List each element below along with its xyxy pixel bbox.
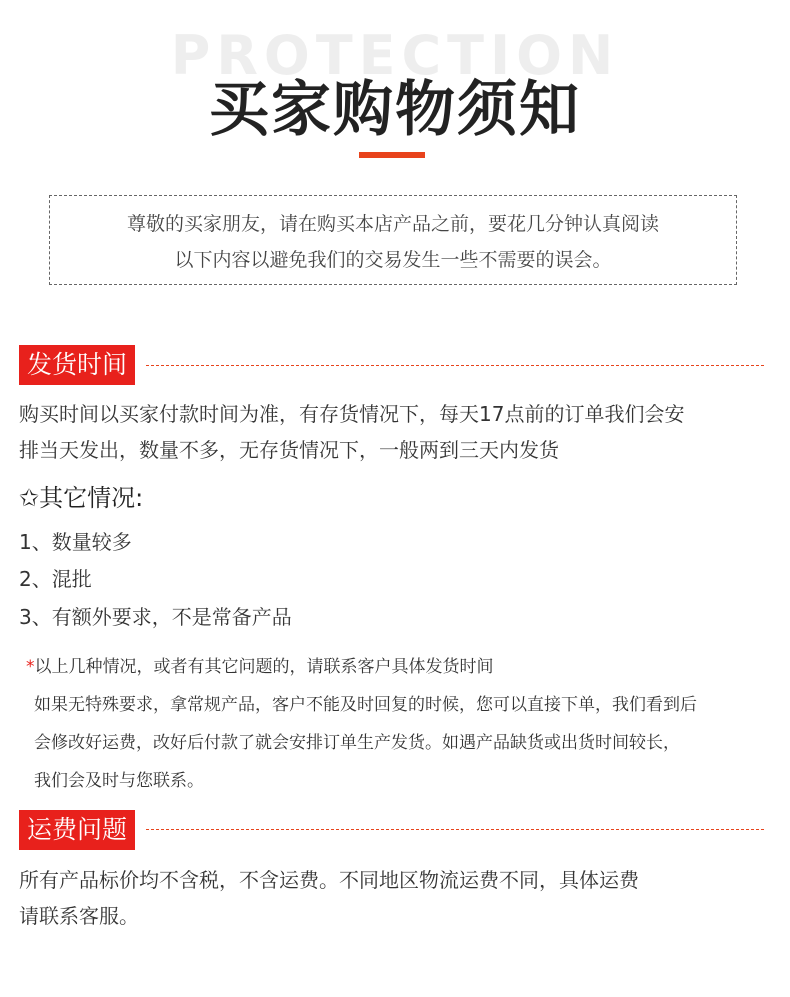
note-line-4: 我们会及时与您联系。	[34, 771, 204, 791]
section-tag-shipping-fee: 运费问题	[19, 810, 135, 850]
note-line-1	[26, 652, 494, 677]
header-background-word: PROTECTION	[170, 24, 620, 87]
section-divider-shipping-fee	[146, 829, 764, 830]
asterisk-mark: *	[26, 657, 35, 677]
note-line-2: 如果无特殊要求，拿常规产品，客户不能及时回复的时候，您可以直接下单，我们看到后	[34, 695, 697, 715]
note-line-1-text: 以上几种情况，或者有其它问题的，请联系客户具体发货时间	[34, 657, 494, 677]
shipping-fee-line-2: 请联系客服。	[19, 904, 139, 928]
note-line-3: 会修改好运费，改好后付款了就会安排订单生产发货。如遇产品缺货或出货时间较长，	[34, 733, 680, 753]
intro-line-2: 以下内容以避免我们的交易发生一些不需要的误会。	[174, 249, 612, 271]
list-item: 1、数量较多	[19, 530, 132, 554]
other-situations-heading	[19, 480, 143, 516]
shipping-time-text	[19, 396, 771, 468]
shipping-fee-text	[19, 862, 771, 934]
shipping-time-line-2: 排当天发出，数量不多，无存货情况下，一般两到三天内发货	[19, 438, 559, 462]
section-tag-shipping-time: 发货时间	[19, 345, 135, 385]
shipping-time-line-1: 购买时间以买家付款时间为准，有存货情况下，每天17点前的订单我们会安	[19, 402, 685, 426]
star-icon: ✩	[19, 484, 40, 512]
title-underline	[359, 152, 425, 158]
intro-line-1: 尊敬的买家朋友，请在购买本店产品之前，要花几分钟认真阅读	[126, 213, 659, 235]
page-title: 买家购物须知	[209, 75, 581, 145]
intro-box	[49, 195, 737, 285]
list-item: 2、混批	[19, 567, 92, 591]
note-block	[26, 652, 786, 792]
other-situations-title: 其它情况:	[39, 484, 144, 512]
shipping-fee-line-1: 所有产品标价均不含税，不含运费。不同地区物流运费不同，具体运费	[19, 868, 639, 892]
section-divider-shipping-time	[146, 365, 764, 366]
list-item: 3、有额外要求，不是常备产品	[19, 605, 292, 629]
